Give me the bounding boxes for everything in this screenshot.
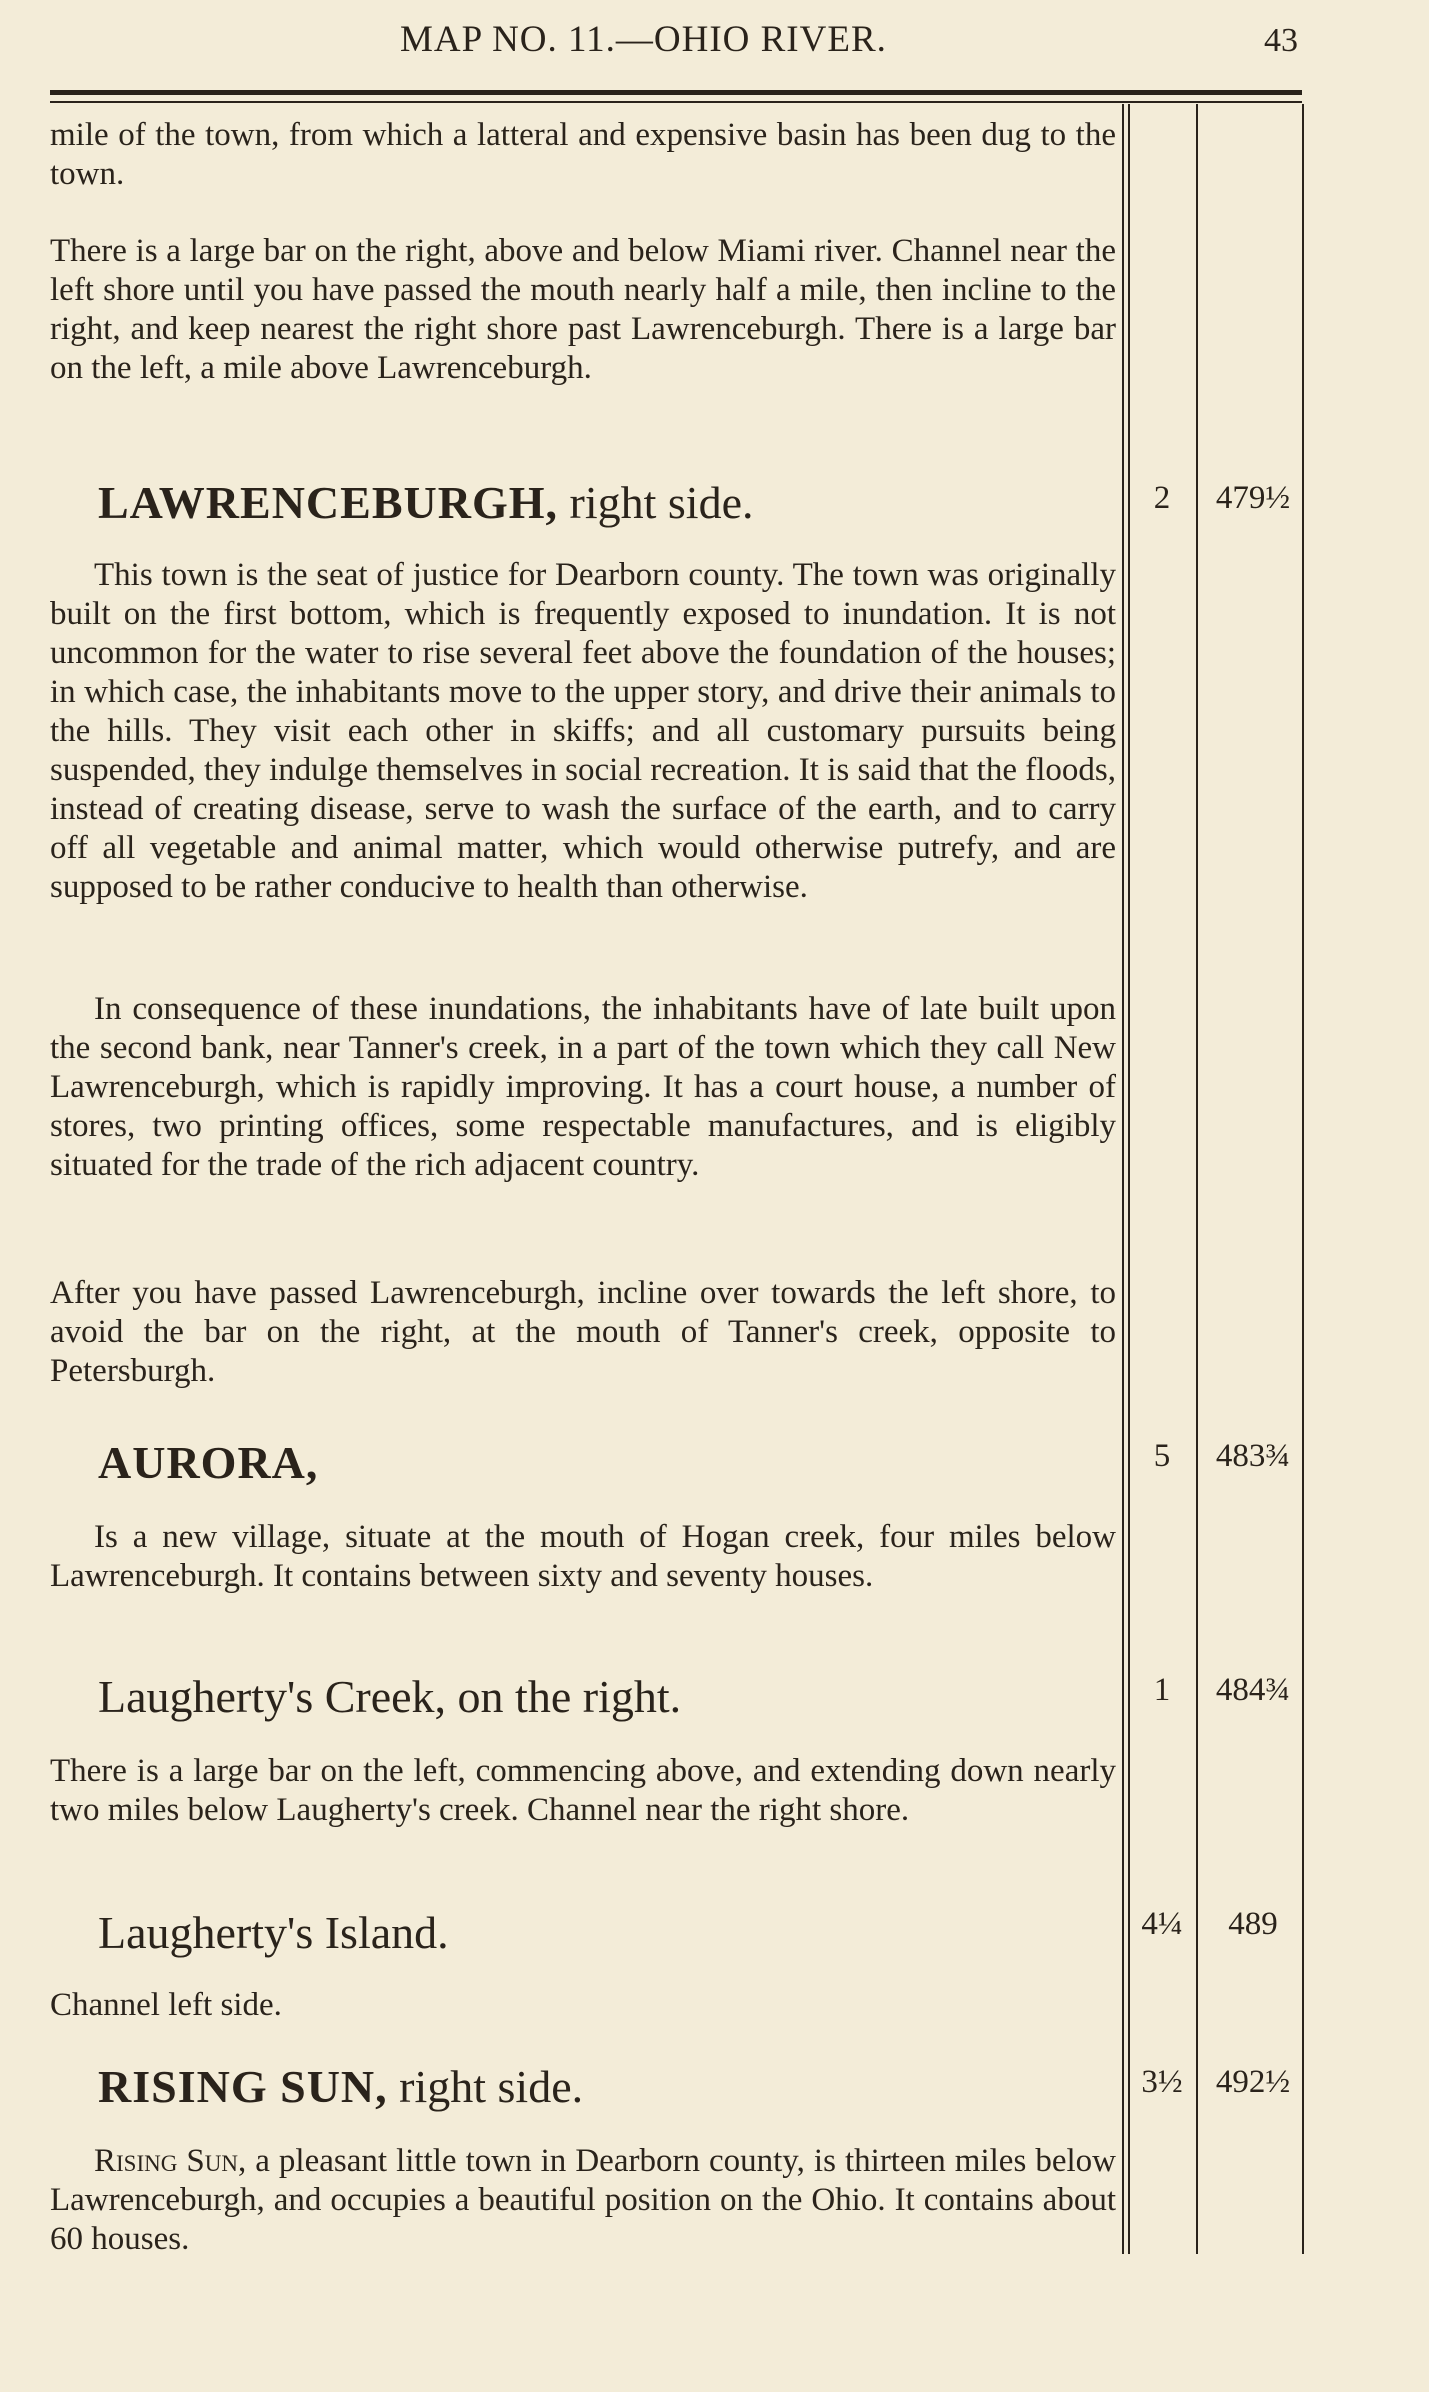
place-heading-caps: LAWRENCEBURGH, bbox=[98, 477, 559, 528]
cumulative-distance: 484¾ bbox=[1215, 1672, 1291, 1708]
place-heading-rest: right side. bbox=[387, 2061, 584, 2112]
header-rule-thin bbox=[50, 101, 1302, 103]
paragraph: mile of the town, from which a latteral and expensive basin has been dug to the town. bbox=[50, 117, 1116, 192]
paragraph: Is a new village, situate at the mouth of Hogan creek, four miles below Lawrenceburgh. It contains between sixty and seventy houses. bbox=[50, 1519, 1116, 1594]
column-divider bbox=[1302, 104, 1304, 2254]
place-heading-rest: Laugherty's Island. bbox=[98, 1907, 449, 1958]
column-divider bbox=[1122, 104, 1124, 2254]
place-heading bbox=[98, 2060, 583, 2114]
distance-value: 4¼ bbox=[1141, 1906, 1183, 1942]
place-heading-rest: right side. bbox=[558, 477, 754, 528]
column-divider bbox=[1196, 104, 1198, 2254]
paragraph: Channel left side. bbox=[50, 1987, 282, 2023]
distance-value: 3½ bbox=[1141, 2064, 1183, 2100]
page-number: 43 bbox=[1264, 22, 1298, 59]
place-heading bbox=[98, 1436, 318, 1490]
cumulative-distance: 492½ bbox=[1215, 2064, 1291, 2100]
distance-value: 2 bbox=[1153, 480, 1171, 516]
place-heading bbox=[98, 1670, 681, 1724]
distance-value: 5 bbox=[1153, 1438, 1171, 1474]
distance-value: 1 bbox=[1153, 1672, 1171, 1708]
header-rule-thick bbox=[50, 90, 1302, 95]
cumulative-distance: 489 bbox=[1228, 1906, 1278, 1942]
place-heading-caps: AURORA, bbox=[98, 1437, 319, 1488]
cumulative-distance: 483¾ bbox=[1215, 1438, 1291, 1474]
column-divider bbox=[1128, 104, 1130, 2254]
paragraph bbox=[50, 2142, 1116, 2259]
paragraph-body: a pleasant little town in Dearborn county, is thirteen miles below Lawrenceburgh, and occupies a beautiful position on the Ohio. It contains about 60 houses. bbox=[50, 2143, 1116, 2257]
paragraph: There is a large bar on the left, commencing above, and extending down nearly two miles below Laugherty's creek. Channel near the right shore. bbox=[50, 1753, 1116, 1828]
place-heading-caps: RISING SUN, bbox=[98, 2061, 388, 2112]
place-heading-rest: Laugherty's Creek, on the right. bbox=[98, 1671, 682, 1722]
paragraph: This town is the seat of justice for Dearborn county. The town was originally built on the first bottom, which is frequently exposed to inundation. It is not uncommon for the water to rise several feet above the foundation of the houses; in which case, the inhabitants move to the upper story, and drive their animals to the hills. They visit each other in skiffs; and all customary pursuits being suspended, they indulge themselves in social recreation. It is said that the floods, instead of creating disease, serve to wash the surface of the earth, and to carry off all vegetable and animal matter, which would otherwise putrefy, and are supposed to be rather conducive to health than otherwise. bbox=[50, 557, 1116, 905]
paragraph-lead: Rising Sun, bbox=[94, 2143, 247, 2179]
cumulative-distance: 479½ bbox=[1215, 480, 1291, 516]
paragraph: There is a large bar on the right, above and below Miami river. Channel near the left shore until you have passed the mouth nearly half a mile, then incline to the right, and keep nearest the right shore past Lawrenceburgh. There is a large bar on the left, a mile above Lawrenceburgh. bbox=[50, 233, 1116, 386]
paragraph: After you have passed Lawrenceburgh, incline over towards the left shore, to avoid the bar on the right, at the mouth of Tanner's creek, opposite to Petersburgh. bbox=[50, 1275, 1116, 1389]
running-head: MAP NO. 11.—OHIO RIVER. bbox=[400, 19, 887, 60]
place-heading bbox=[98, 1906, 449, 1960]
paragraph: In consequence of these inundations, the inhabitants have of late built upon the second bank, near Tanner's creek, in a part of the town which they call New Lawrenceburgh, which is rapidly improving. It has a court house, a number of stores, two printing offices, some respectable manufactures, and is eligibly situated for the trade of the rich adjacent country. bbox=[50, 991, 1116, 1183]
place-heading bbox=[98, 476, 754, 530]
